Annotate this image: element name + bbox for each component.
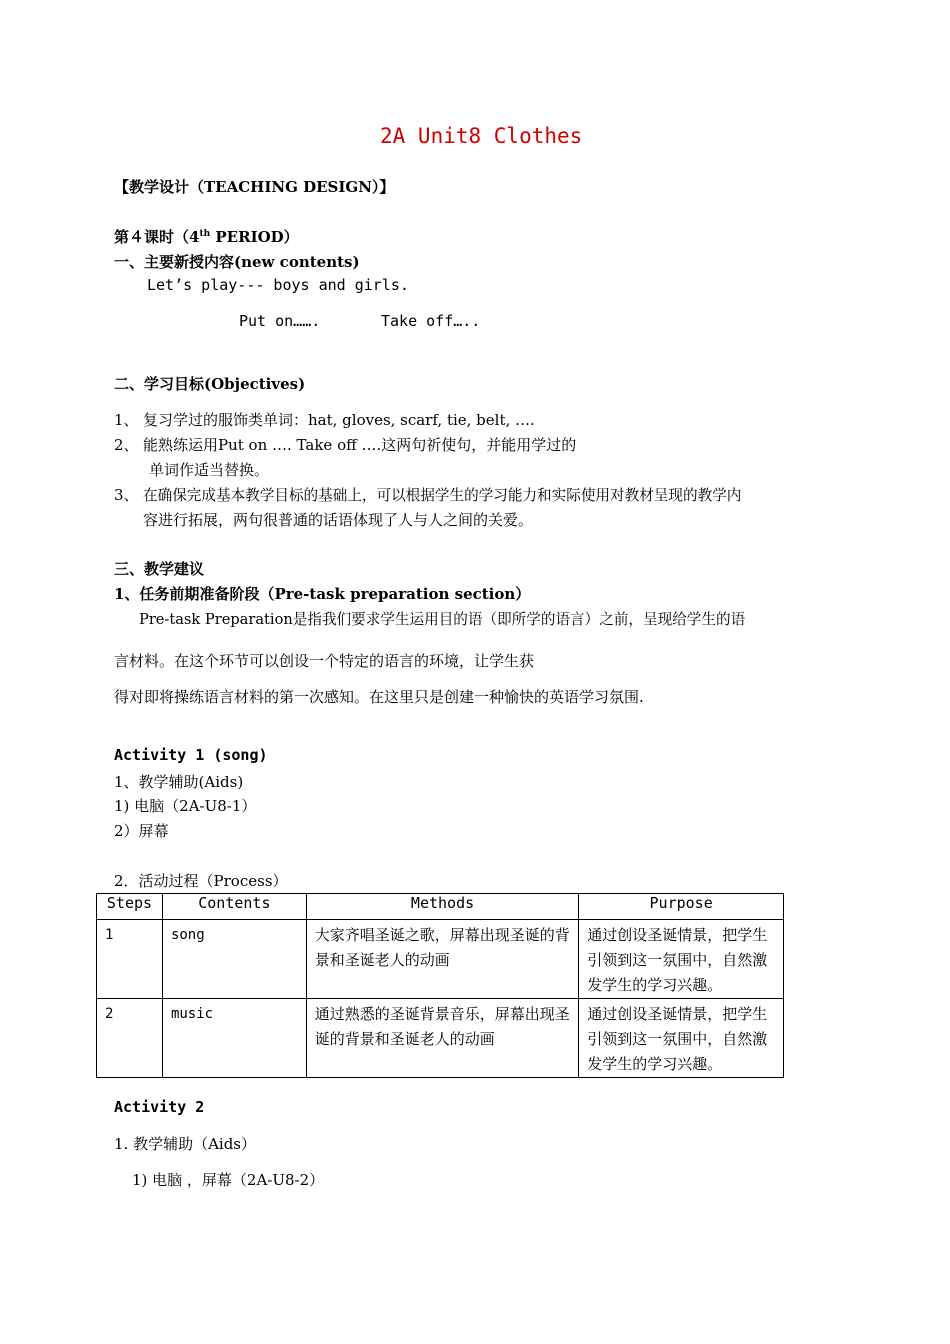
objective-1-number: 1、: [114, 411, 139, 429]
activity-1-aid-1: 1) 电脑（2A-U8-1）: [114, 797, 257, 815]
activity-2-aid-1: 1) 电脑 ，屏幕（2A-U8-2）: [132, 1171, 325, 1189]
objective-3-text: 在确保完成基本教学目标的基础上，可以根据学生的学习能力和实际使用对教材呈现的教学内: [143, 487, 742, 504]
period-heading: [114, 226, 299, 247]
period-end: PERIOD）: [215, 228, 299, 246]
objective-3-number: 3、: [114, 486, 139, 504]
header-steps: Steps: [97, 894, 163, 920]
section-2-heading: 二、学习目标(Objectives): [114, 375, 306, 393]
pre-task-paragraph-line-2: 言材料。在这个环节可以创设一个特定的语言的环境，让学生获: [114, 652, 535, 670]
period-label: 第４课时（4: [114, 228, 200, 246]
header-methods: Methods: [306, 894, 579, 920]
section-1-take-off: Take off…..: [381, 312, 481, 330]
period-superscript: th: [199, 229, 211, 239]
content-cell: song: [162, 920, 306, 999]
table-row: [97, 920, 784, 999]
activity-2-aids: 1. 教学辅助（Aids）: [114, 1135, 257, 1153]
objective-3-continued: 容进行拓展，两句很普通的话语体现了人与人之间的关爱。: [143, 511, 534, 529]
content-cell: music: [162, 999, 306, 1078]
header-contents: Contents: [162, 894, 306, 920]
activity-1-heading: Activity 1 (song): [114, 746, 268, 764]
purpose-cell: 通过创设圣诞情景，把学生引领到这一氛围中，自然激发学生的学习兴趣。: [579, 920, 784, 999]
table-row: [97, 999, 784, 1078]
pre-task-heading: 1、任务前期准备阶段（Pre-task preparation section）: [114, 585, 531, 603]
step-cell: 2: [97, 999, 163, 1078]
activity-1-process: 2．活动过程（Process）: [114, 872, 288, 890]
activity-1-aid-2: 2）屏幕: [114, 822, 169, 840]
method-cell: 大家齐唱圣诞之歌，屏幕出现圣诞的背景和圣诞老人的动画: [306, 920, 579, 999]
purpose-cell: 通过创设圣诞情景，把学生引领到这一氛围中，自然激发学生的学习兴趣。: [579, 999, 784, 1078]
section-1-heading: 一、主要新授内容(new contents): [114, 253, 360, 271]
pre-task-paragraph-line-3: 得对即将操练语言材料的第一次感知。在这里只是创建一种愉快的英语学习氛围.: [114, 688, 644, 706]
process-table: [96, 893, 784, 1078]
method-cell: 通过熟悉的圣诞背景音乐，屏幕出现圣诞的背景和圣诞老人的动画: [306, 999, 579, 1078]
step-cell: 1: [97, 920, 163, 999]
objective-2-number: 2、: [114, 436, 139, 454]
objective-1-text: 复习学过的服饰类单词：hat, gloves, scarf, tie, belt, ….: [143, 411, 535, 429]
header-purpose: Purpose: [579, 894, 784, 920]
pre-task-paragraph-line-1: Pre-task Preparation是指我们要求学生运用目的语（即所学的语言）之前，呈现给学生的语: [139, 611, 746, 628]
activity-1-aids: 1、教学辅助(Aids): [114, 773, 244, 791]
section-3-heading: 三、教学建议: [114, 560, 205, 578]
section-1-line-1: Let’s play--- boys and girls.: [147, 276, 409, 294]
section-1-put-on: Put on…….: [239, 312, 321, 330]
design-heading: 【教学设计（TEACHING DESIGN）】: [114, 178, 395, 196]
table-header-row: [97, 894, 784, 920]
activity-2-heading: Activity 2: [114, 1098, 205, 1116]
objective-2-continued: 单词作适当替换。: [149, 461, 270, 479]
page-title: 2A Unit8 Clothes: [380, 124, 583, 148]
objective-2-text: 能熟练运用Put on …. Take off ….这两句祈使句，并能用学过的: [143, 436, 577, 454]
